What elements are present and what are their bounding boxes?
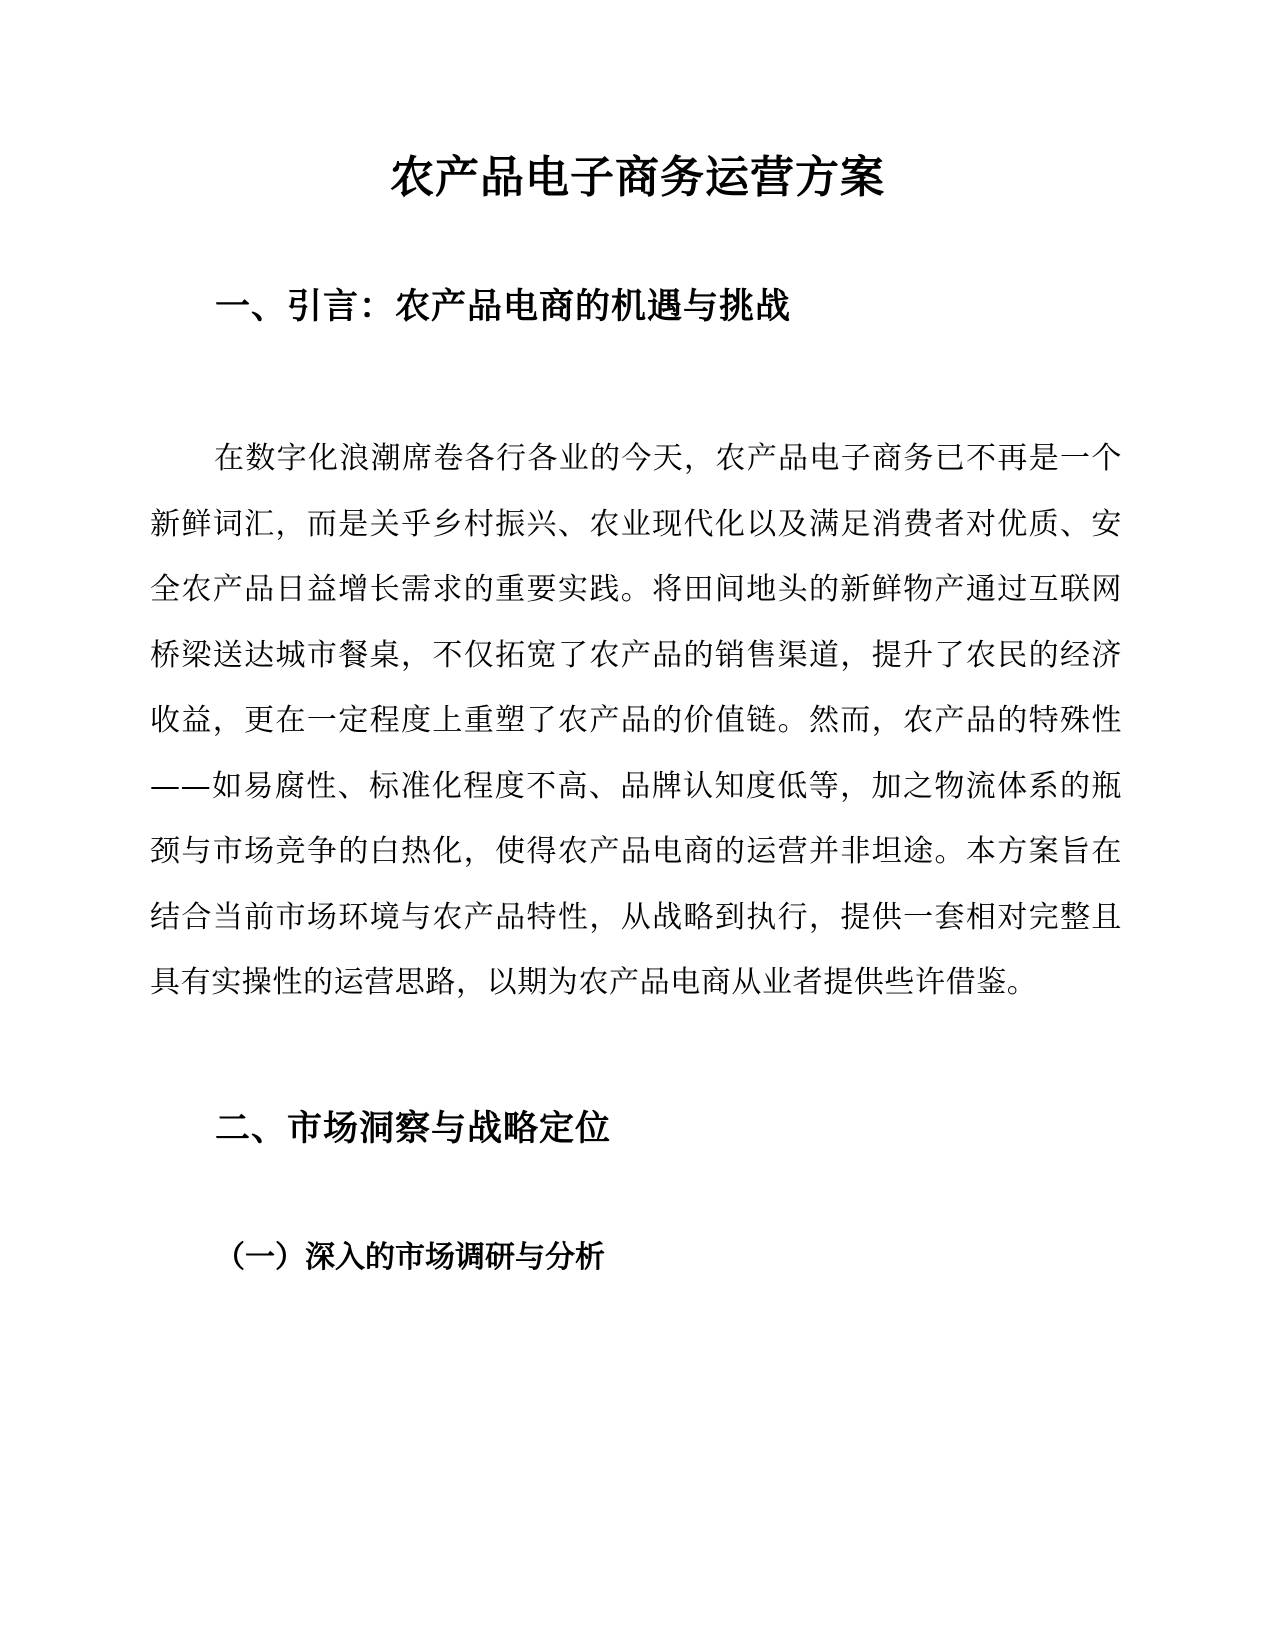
document-title: 农产品电子商务运营方案 xyxy=(390,152,885,203)
section-heading-introduction: 一、引言：农产品电商的机遇与挑战 xyxy=(215,287,792,327)
introduction-paragraph: 在数字化浪潮席卷各行各业的今天，农产品电子商务已不再是一个新鲜词汇，而是关乎乡村振兴、农业现代化以及满足消费者对优质、安全农产品日益增长需求的重要实践。将田间地头的新鲜物产通过互联网桥梁送达城市餐桌，不仅拓宽了农产品的销售渠道，提升了农民的经济收益，更在一定程度上重塑了农产品的价值链。然而，农产品的特殊性——如易腐性、标准化程度不高、品牌认知度低等，加之物流体系的瓶颈与市场竞争的白热化，使得农产品电商的运营并非坦途。本方案旨在结合当前市场环境与农产品特性，从战略到执行，提供一套相对完整且具有实操性的运营思路，以期为农产品电商从业者提供些许借鉴。 xyxy=(150,441,1122,1000)
subsection-heading-market-research: （一）深入的市场调研与分析 xyxy=(215,1240,605,1275)
section-heading-market-insight: 二、市场洞察与战略定位 xyxy=(215,1109,612,1149)
